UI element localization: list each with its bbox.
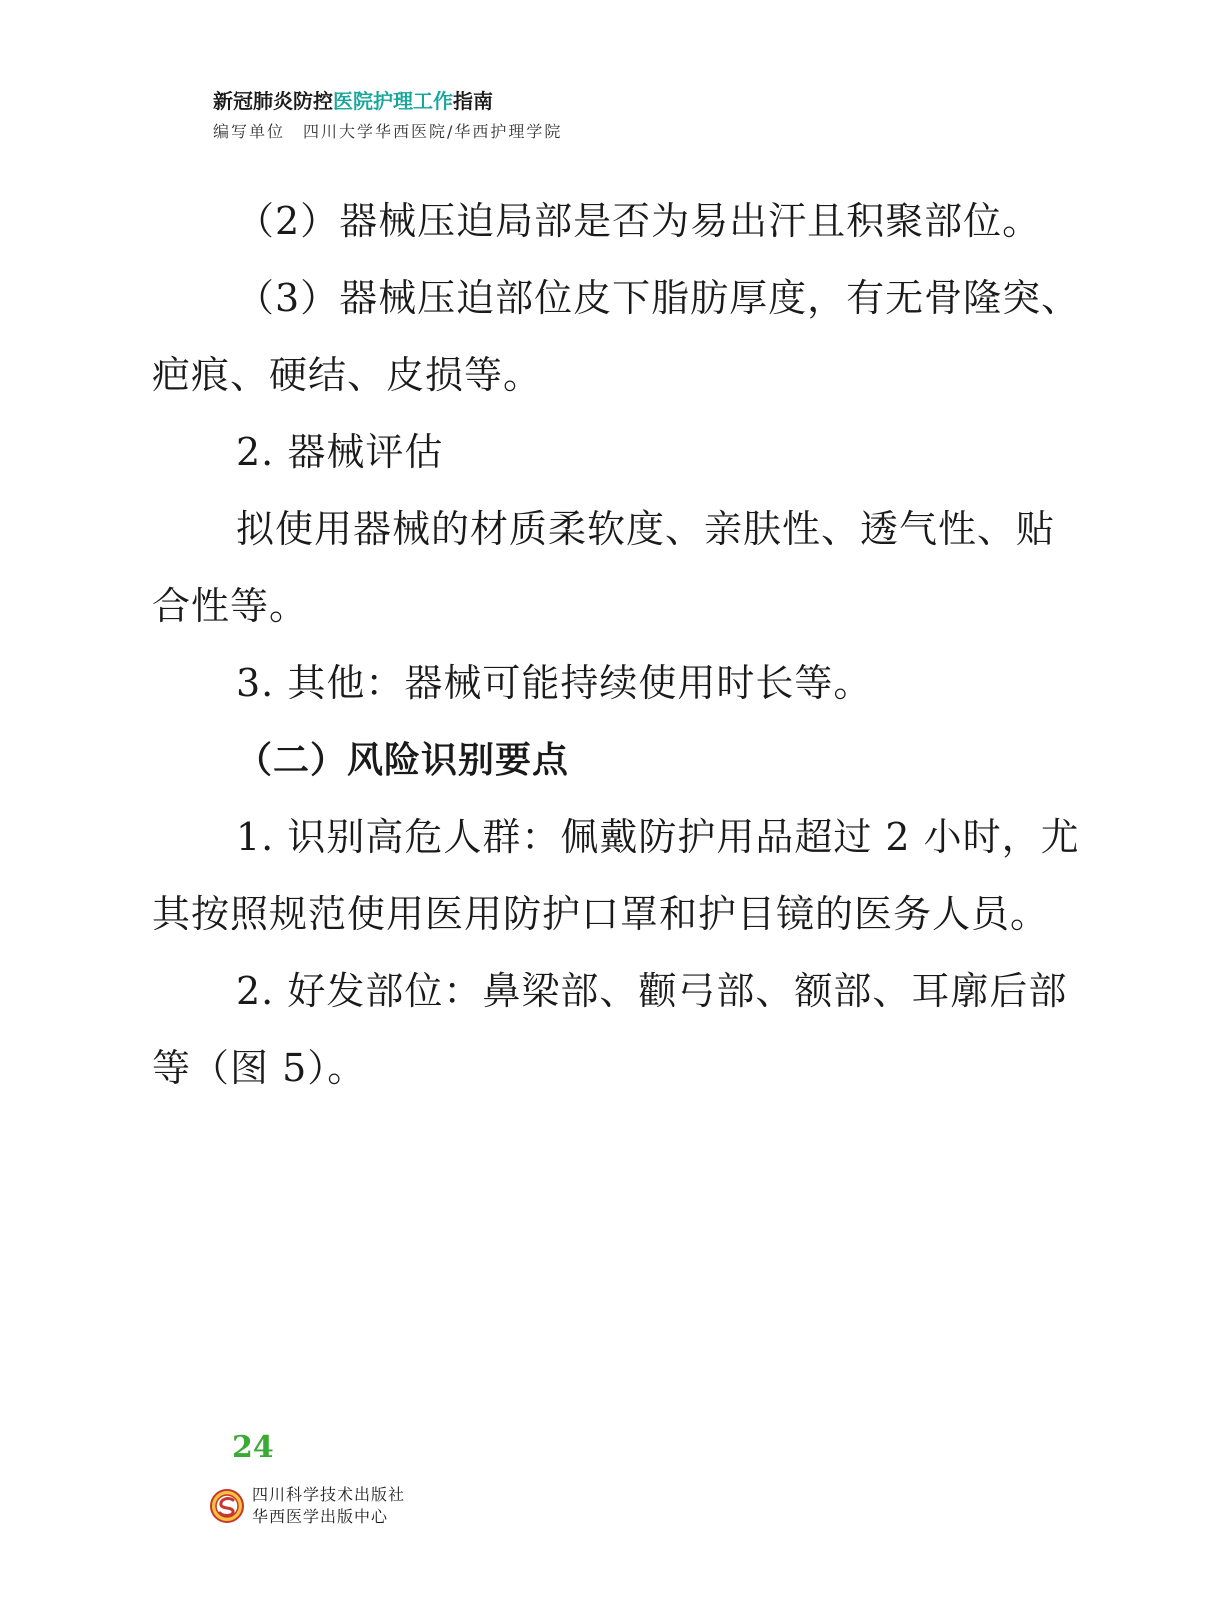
page-number: 24	[232, 1430, 274, 1465]
paragraph: （2）器械压迫局部是否为易出汗且积聚部位。	[236, 199, 1042, 243]
book-title-prefix: 新冠肺炎防控	[213, 89, 333, 113]
subsection-heading: （二）风险识别要点	[236, 740, 570, 781]
author-line	[213, 122, 562, 142]
publisher-name: 四川科学技术出版社	[252, 1485, 406, 1504]
paragraph: 2. 好发部位：鼻梁部、颧弓部、额部、耳廓后部等（图 5）。	[152, 969, 1068, 1090]
book-title	[213, 88, 562, 114]
publisher-block	[210, 1484, 405, 1528]
paragraph: （3）器械压迫部位皮下脂肪厚度，有无骨隆突、疤痕、硬结、皮损等。	[152, 276, 1081, 397]
paragraph: 3. 其他：器械可能持续使用时长等。	[236, 661, 873, 705]
publisher-imprint: 华西医学出版中心	[252, 1507, 389, 1526]
author-label: 编写单位	[213, 122, 286, 141]
paragraph: 拟使用器械的材质柔软度、亲肤性、透气性、贴合性等。	[152, 507, 1056, 628]
body-text	[152, 183, 1092, 1107]
running-header	[213, 88, 562, 142]
author-organization: 四川大学华西医院/华西护理学院	[303, 122, 563, 141]
paragraph: 1. 识别高危人群：佩戴防护用品超过 2 小时，尤其按照规范使用医用防护口罩和护目镜的医务人员。	[152, 815, 1080, 936]
publisher-names	[252, 1484, 405, 1528]
publisher-logo-icon	[210, 1489, 244, 1523]
book-title-suffix: 指南	[453, 89, 493, 113]
section-heading: 2. 器械评估	[236, 430, 444, 474]
book-title-accent: 医院护理工作	[333, 89, 453, 113]
